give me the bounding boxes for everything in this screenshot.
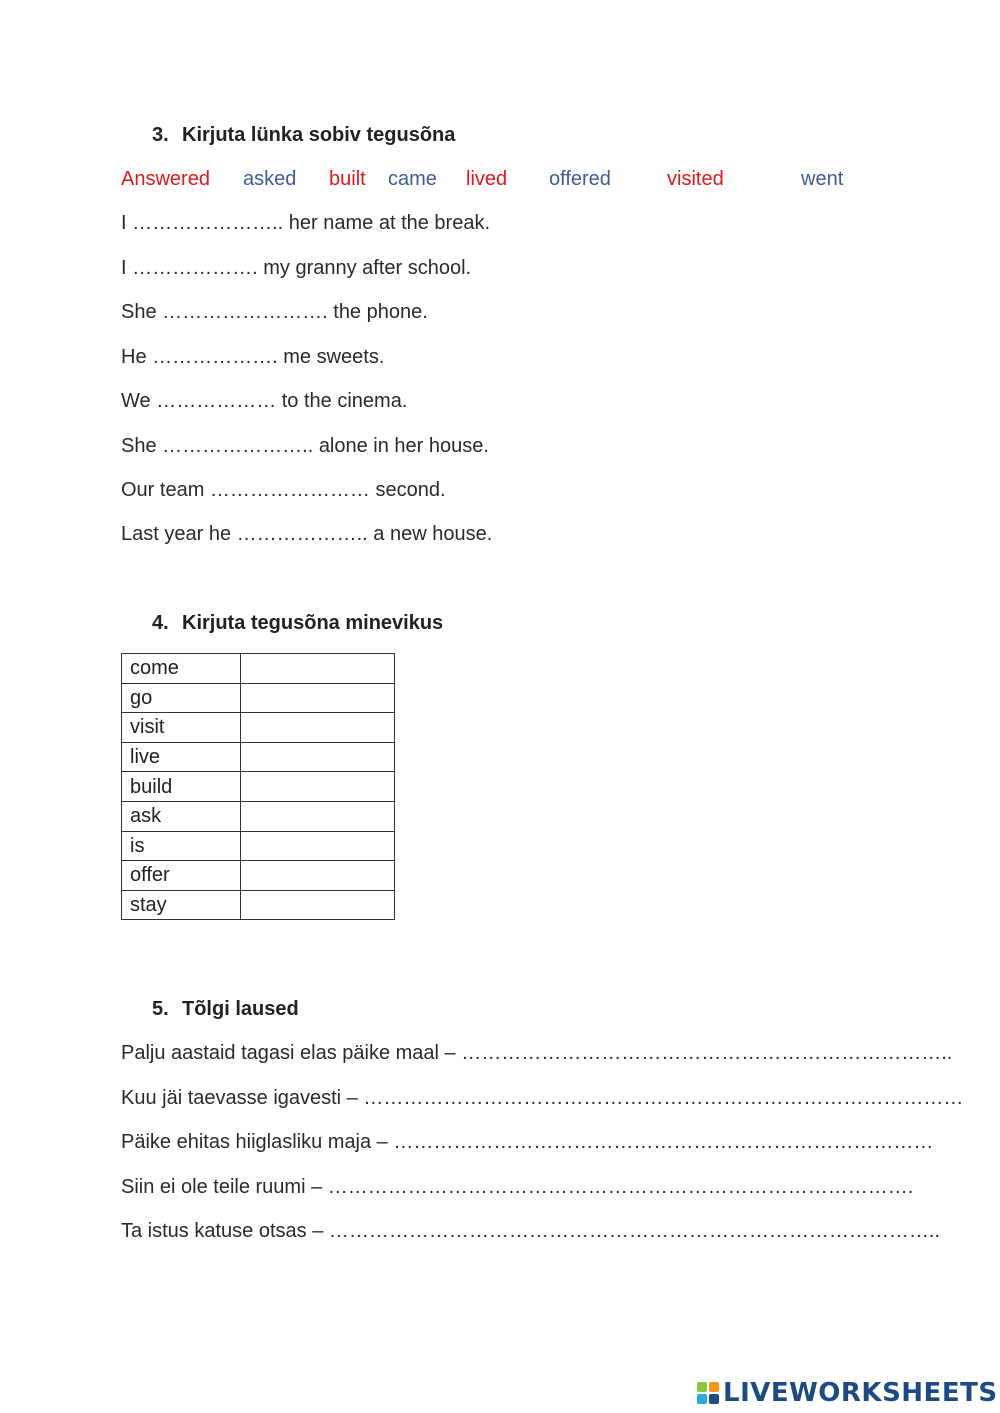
gap-sentence-2[interactable]: I ………………. my granny after school. [121,257,472,279]
translate-sentence-4[interactable]: Siin ei ole teile ruumi – ……………………………………………………………………………. [121,1176,914,1198]
logo-text: LIVEWORKSHEETS [723,1378,998,1408]
translate-sentence-5[interactable]: Ta istus katuse otsas – ……………………………………………………………………………….. [121,1220,940,1242]
answer-cell[interactable] [241,683,395,713]
table-row [122,801,395,831]
table-row [122,742,395,772]
word-bank-answered: Answered [121,168,210,190]
table-row [122,861,395,891]
table-row [122,772,395,802]
section-3-title: Kirjuta lünka sobiv tegusõna [182,124,456,146]
word-bank-offered: offered [549,168,611,190]
gap-sentence-5[interactable]: We ……………… to the cinema. [121,390,408,412]
section-3-number: 3. [152,124,169,146]
translate-sentence-3[interactable]: Päike ehitas hiiglasliku maja – ……………………………………………………………………… [121,1131,934,1153]
word-bank-asked: asked [243,168,297,190]
word-bank-went: went [801,168,844,190]
table-row [122,683,395,713]
answer-cell[interactable] [241,861,395,891]
word-bank-built: built [329,168,366,190]
table-row [122,713,395,743]
gap-sentence-3[interactable]: She ……………………. the phone. [121,301,428,323]
liveworksheets-logo-icon [697,1382,719,1404]
gap-sentence-7[interactable]: Our team …………………… second. [121,479,446,501]
past-tense-table [121,653,395,920]
section-4-heading [152,612,443,635]
section-3-heading [152,124,455,147]
section-5-number: 5. [152,998,169,1020]
verb-cell: build [122,772,241,802]
answer-cell[interactable] [241,713,395,743]
translate-sentence-2[interactable]: Kuu jäi taevasse igavesti – ……………………………………………………………………………… [121,1087,964,1109]
verb-cell: is [122,831,241,861]
verb-cell: ask [122,801,241,831]
gap-sentence-6[interactable]: She ………………….. alone in her house. [121,435,489,457]
answer-cell[interactable] [241,890,395,920]
verb-cell: visit [122,713,241,743]
section-4-number: 4. [152,612,169,634]
answer-cell[interactable] [241,801,395,831]
verb-cell: offer [122,861,241,891]
section-5-heading [152,998,299,1021]
answer-cell[interactable] [241,772,395,802]
gap-sentence-8[interactable]: Last year he ……………….. a new house. [121,523,493,545]
table-row [122,890,395,920]
gap-sentence-4[interactable]: He ………………. me sweets. [121,346,385,368]
word-bank-visited: visited [667,168,724,190]
verb-cell: stay [122,890,241,920]
table-row [122,654,395,684]
verb-cell: go [122,683,241,713]
liveworksheets-logo [697,1378,998,1408]
section-5-title: Tõlgi laused [182,998,299,1020]
table-row [122,831,395,861]
verb-cell: come [122,654,241,684]
word-bank-lived: lived [466,168,508,190]
translate-sentence-1[interactable]: Palju aastaid tagasi elas päike maal – ……………………………………………………………….. [121,1042,953,1064]
answer-cell[interactable] [241,831,395,861]
gap-sentence-1[interactable]: I ………………….. her name at the break. [121,212,491,234]
word-bank-came: came [388,168,437,190]
answer-cell[interactable] [241,654,395,684]
verb-cell: live [122,742,241,772]
answer-cell[interactable] [241,742,395,772]
section-4-title: Kirjuta tegusõna minevikus [182,612,444,634]
